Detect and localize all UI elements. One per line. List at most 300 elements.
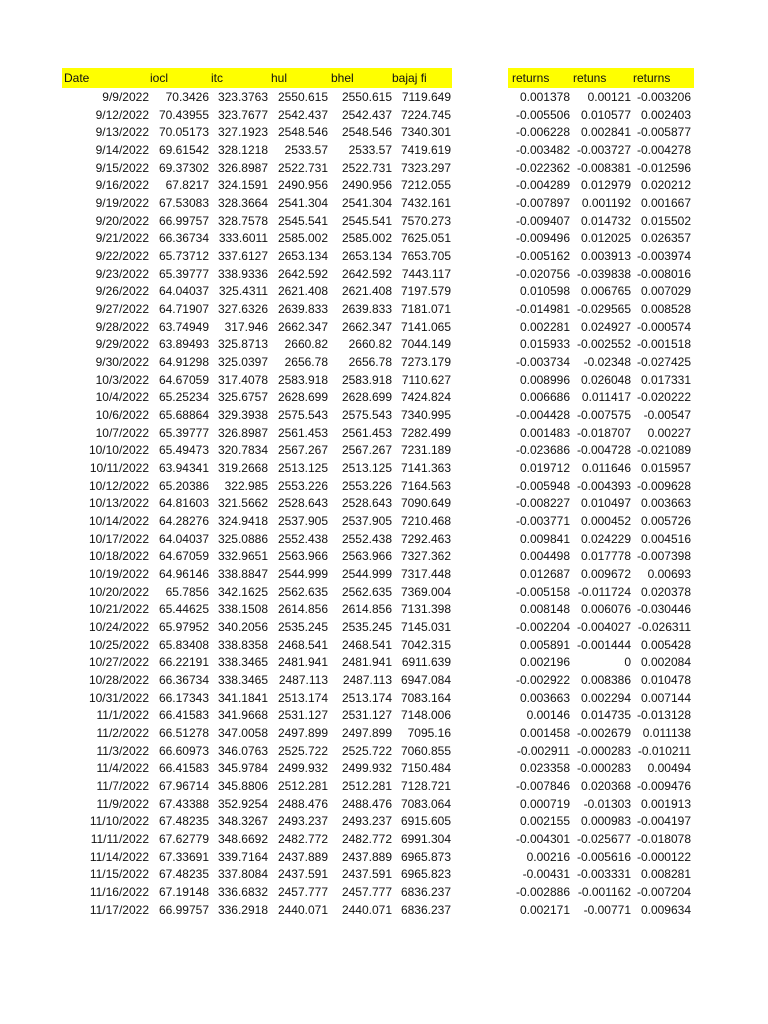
returns-2-cell: 0.012025 <box>580 231 631 246</box>
returns-2-cell: 0.026048 <box>580 372 631 387</box>
bajaj-fi-cell: 6915.605 <box>400 814 451 829</box>
returns-2-cell: 0.002841 <box>580 125 631 140</box>
bajaj-fi-cell: 7292.463 <box>400 531 451 546</box>
header-date: Date <box>64 71 90 85</box>
table-row <box>0 724 768 742</box>
returns-2-cell: 0.014735 <box>580 708 631 723</box>
returns-1-cell: -0.00431 <box>522 867 570 882</box>
bajaj-fi-cell: 7419.619 <box>400 143 451 157</box>
returns-3-cell: 0.007144 <box>640 690 691 705</box>
itc-cell: 348.3267 <box>217 814 268 829</box>
header-returns-1: returns <box>512 71 550 85</box>
bhel-cell: 2553.226 <box>341 478 392 493</box>
hul-cell: 2542.437 <box>277 107 328 122</box>
itc-cell: 336.2918 <box>217 902 268 917</box>
returns-1-cell: -0.009496 <box>515 231 570 246</box>
table-row <box>0 742 768 760</box>
bajaj-fi-cell: 7231.189 <box>400 443 451 458</box>
bajaj-fi-cell: 7197.579 <box>400 284 451 299</box>
itc-cell: 328.1218 <box>217 143 268 157</box>
date-cell: 9/29/2022 <box>95 337 149 352</box>
iocl-cell: 65.44625 <box>158 602 209 617</box>
returns-2-cell: -0.02348 <box>583 355 631 370</box>
date-cell: 10/25/2022 <box>88 637 149 652</box>
date-cell: 11/16/2022 <box>89 885 149 900</box>
date-cell: 11/10/2022 <box>89 814 149 829</box>
returns-1-cell: 0.005891 <box>519 637 570 652</box>
bajaj-fi-cell: 7083.164 <box>400 690 451 705</box>
date-cell: 9/13/2022 <box>95 125 149 140</box>
iocl-cell: 66.17343 <box>158 690 209 705</box>
returns-2-cell: 0.003913 <box>580 249 631 264</box>
iocl-cell: 64.67059 <box>158 372 209 387</box>
table-row <box>0 865 768 883</box>
returns-1-cell: -0.002911 <box>516 743 570 758</box>
table-row <box>0 335 768 353</box>
returns-2-cell: -0.002679 <box>576 726 631 741</box>
returns-1-cell: -0.022362 <box>515 160 570 175</box>
returns-1-cell: 0.002196 <box>519 655 570 670</box>
itc-cell: 345.9784 <box>217 761 268 776</box>
table-row <box>0 494 768 512</box>
bajaj-fi-cell: 7317.448 <box>400 567 451 582</box>
header-itc: itc <box>211 71 223 85</box>
bhel-cell: 2653.134 <box>341 249 392 264</box>
date-cell: 10/3/2022 <box>95 372 149 387</box>
returns-1-cell: -0.004301 <box>515 832 570 847</box>
date-cell: 10/31/2022 <box>88 690 149 705</box>
bhel-cell: 2437.591 <box>341 867 392 882</box>
returns-1-cell: 0.001458 <box>519 726 570 741</box>
returns-3-cell: -0.001518 <box>636 337 691 352</box>
itc-cell: 337.8084 <box>217 867 268 882</box>
hul-cell: 2535.245 <box>277 620 328 635</box>
bajaj-fi-cell: 7128.721 <box>400 779 451 794</box>
bajaj-fi-cell: 7083.064 <box>400 796 451 811</box>
table-row <box>0 600 768 618</box>
hul-cell: 2544.999 <box>277 567 328 582</box>
itc-cell: 338.3465 <box>217 655 268 670</box>
returns-3-cell: 0.00693 <box>647 567 691 582</box>
returns-1-cell: -0.007846 <box>515 779 570 794</box>
iocl-cell: 65.73712 <box>158 249 209 264</box>
table-row <box>0 212 768 230</box>
returns-2-cell: 0.024229 <box>580 531 631 546</box>
date-cell: 10/19/2022 <box>88 567 149 582</box>
hul-cell: 2575.543 <box>277 408 328 423</box>
itc-cell: 321.5662 <box>217 496 268 511</box>
returns-3-cell: -0.007204 <box>636 885 691 900</box>
bhel-cell: 2639.833 <box>341 302 392 317</box>
itc-cell: 325.8713 <box>217 337 268 352</box>
bhel-cell: 2660.82 <box>348 337 392 352</box>
returns-1-cell: 0.010598 <box>519 284 570 299</box>
bajaj-fi-cell: 7625.051 <box>400 231 451 246</box>
returns-1-cell: 0.004498 <box>519 549 570 564</box>
returns-3-cell: 0.026357 <box>640 231 691 246</box>
bhel-cell: 2552.438 <box>341 531 392 546</box>
bhel-cell: 2550.615 <box>341 90 392 104</box>
table-row <box>0 583 768 601</box>
hul-cell: 2437.591 <box>277 867 328 882</box>
date-cell: 10/12/2022 <box>88 478 149 493</box>
bajaj-fi-cell: 7210.468 <box>400 514 451 529</box>
returns-3-cell: -0.026311 <box>637 620 691 635</box>
returns-3-cell: 0.017331 <box>640 372 691 387</box>
date-cell: 9/20/2022 <box>95 213 149 228</box>
bhel-cell: 2488.476 <box>341 796 392 811</box>
returns-3-cell: 0.011138 <box>642 726 691 741</box>
date-cell: 10/20/2022 <box>88 584 149 599</box>
hul-cell: 2545.541 <box>277 213 328 228</box>
bajaj-fi-cell: 7090.649 <box>400 496 451 511</box>
itc-cell: 324.1591 <box>217 178 268 193</box>
bhel-cell: 2490.956 <box>341 178 392 193</box>
bajaj-fi-cell: 7141.363 <box>400 461 451 476</box>
date-cell: 9/23/2022 <box>95 266 149 281</box>
returns-3-cell: -0.005877 <box>636 125 691 140</box>
hul-cell: 2437.889 <box>277 849 328 864</box>
hul-cell: 2553.226 <box>277 478 328 493</box>
returns-1-cell: 0.008996 <box>519 372 570 387</box>
hul-cell: 2541.304 <box>277 196 328 211</box>
itc-cell: 325.0886 <box>217 531 268 546</box>
returns-3-cell: -0.004278 <box>636 143 691 157</box>
returns-3-cell: -0.003974 <box>636 249 691 264</box>
header-returns-2: retuns <box>573 71 607 85</box>
iocl-cell: 66.99757 <box>158 902 209 917</box>
itc-cell: 337.6127 <box>217 249 268 264</box>
itc-cell: 348.6692 <box>217 832 268 847</box>
returns-2-cell: -0.004393 <box>576 478 631 493</box>
hul-cell: 2512.281 <box>277 779 328 794</box>
table-row <box>0 441 768 459</box>
table-row <box>0 706 768 724</box>
iocl-cell: 65.39777 <box>158 266 209 281</box>
bajaj-fi-cell: 7570.273 <box>400 213 451 228</box>
iocl-cell: 63.94341 <box>158 461 209 476</box>
bhel-cell: 2512.281 <box>341 779 392 794</box>
table-row <box>0 282 768 300</box>
itc-cell: 345.8806 <box>217 779 268 794</box>
returns-1-cell: 0.008148 <box>519 602 570 617</box>
returns-2-cell: 0.006765 <box>580 284 631 299</box>
returns-2-cell: -0.005616 <box>576 849 631 864</box>
iocl-cell: 65.97952 <box>158 620 209 635</box>
returns-1-cell: 0.012687 <box>519 567 570 582</box>
table-row <box>0 353 768 371</box>
date-cell: 10/14/2022 <box>88 514 149 529</box>
bajaj-fi-cell: 7150.484 <box>400 761 451 776</box>
bhel-cell: 2567.267 <box>341 443 392 458</box>
iocl-cell: 63.89493 <box>158 337 209 352</box>
itc-cell: 347.0058 <box>217 726 268 741</box>
returns-3-cell: 0.003663 <box>640 496 691 511</box>
bhel-cell: 2583.918 <box>341 372 392 387</box>
date-cell: 11/3/2022 <box>96 743 149 758</box>
returns-3-cell: 0.005726 <box>640 514 691 529</box>
date-cell: 9/14/2022 <box>95 143 149 157</box>
table-row <box>0 795 768 813</box>
iocl-cell: 66.36734 <box>158 673 209 688</box>
returns-2-cell: 0.000452 <box>580 514 631 529</box>
iocl-cell: 66.36734 <box>158 231 209 246</box>
date-cell: 10/4/2022 <box>95 390 149 405</box>
table-row <box>0 194 768 212</box>
iocl-cell: 64.71907 <box>158 302 209 317</box>
date-cell: 10/28/2022 <box>88 673 149 688</box>
returns-2-cell: 0.008386 <box>580 673 631 688</box>
returns-2-cell: 0.010577 <box>580 107 631 122</box>
header-bajaj-fi: bajaj fi <box>392 71 427 85</box>
iocl-cell: 64.28276 <box>158 514 209 529</box>
bhel-cell: 2533.57 <box>348 143 392 157</box>
returns-2-cell: 0.014732 <box>580 213 631 228</box>
itc-cell: 333.6011 <box>218 231 268 246</box>
bhel-cell: 2513.125 <box>341 461 392 476</box>
returns-2-cell: 0.00121 <box>587 90 631 104</box>
itc-cell: 322.985 <box>224 478 268 493</box>
bhel-cell: 2481.941 <box>341 655 392 670</box>
iocl-cell: 66.41583 <box>158 708 209 723</box>
hul-cell: 2537.905 <box>277 514 328 529</box>
iocl-cell: 66.22191 <box>158 655 209 670</box>
date-cell: 11/11/2022 <box>90 832 149 847</box>
bajaj-fi-cell: 7044.149 <box>400 337 451 352</box>
itc-cell: 317.4078 <box>217 372 268 387</box>
table-row <box>0 848 768 866</box>
table-row <box>0 883 768 901</box>
returns-1-cell: -0.003771 <box>515 514 570 529</box>
date-cell: 10/6/2022 <box>95 408 149 423</box>
date-cell: 9/22/2022 <box>95 249 149 264</box>
returns-3-cell: 0.008281 <box>640 867 691 882</box>
hul-cell: 2552.438 <box>277 531 328 546</box>
hul-cell: 2482.772 <box>277 832 328 847</box>
table-row <box>0 229 768 247</box>
date-cell: 10/7/2022 <box>95 425 149 440</box>
returns-3-cell: 0.00227 <box>647 425 691 440</box>
returns-3-cell: -0.027425 <box>636 355 691 370</box>
returns-1-cell: 0.002155 <box>519 814 570 829</box>
bhel-cell: 2513.174 <box>341 690 392 705</box>
returns-2-cell: 0.009672 <box>580 567 631 582</box>
hul-cell: 2497.899 <box>277 726 328 741</box>
returns-3-cell: -0.013128 <box>636 708 691 723</box>
itc-cell: 323.7677 <box>217 107 268 122</box>
bajaj-fi-cell: 7340.995 <box>400 408 451 423</box>
iocl-cell: 66.60973 <box>158 743 209 758</box>
hul-cell: 2440.071 <box>277 902 328 917</box>
table-row <box>0 565 768 583</box>
returns-3-cell: -0.012596 <box>636 160 691 175</box>
itc-cell: 338.3465 <box>217 673 268 688</box>
returns-3-cell: -0.00547 <box>643 408 691 423</box>
returns-1-cell: -0.002204 <box>515 620 570 635</box>
date-cell: 10/10/2022 <box>88 443 149 458</box>
returns-1-cell: 0.00146 <box>526 708 570 723</box>
iocl-cell: 67.43388 <box>158 796 209 811</box>
itc-cell: 320.7834 <box>217 443 268 458</box>
table-row <box>0 388 768 406</box>
hul-cell: 2550.615 <box>277 90 328 104</box>
returns-2-cell: -0.018707 <box>576 425 631 440</box>
returns-1-cell: 0.001483 <box>519 425 570 440</box>
itc-cell: 325.0397 <box>217 355 268 370</box>
hul-cell: 2562.635 <box>277 584 328 599</box>
itc-cell: 338.8358 <box>217 637 268 652</box>
returns-2-cell: -0.004728 <box>576 443 631 458</box>
bhel-cell: 2535.245 <box>341 620 392 635</box>
iocl-cell: 67.33691 <box>158 849 209 864</box>
table-row <box>0 176 768 194</box>
bhel-cell: 2562.635 <box>341 584 392 599</box>
hul-cell: 2585.002 <box>277 231 328 246</box>
date-cell: 9/12/2022 <box>95 107 149 122</box>
date-cell: 9/9/2022 <box>102 90 149 104</box>
hul-cell: 2660.82 <box>284 337 328 352</box>
returns-3-cell: -0.008016 <box>636 266 691 281</box>
bhel-cell: 2541.304 <box>341 196 392 211</box>
bajaj-fi-cell: 7095.16 <box>407 726 451 741</box>
date-cell: 11/4/2022 <box>96 761 149 776</box>
date-cell: 10/24/2022 <box>88 620 149 635</box>
bajaj-fi-cell: 7131.398 <box>400 602 451 617</box>
bhel-cell: 2525.722 <box>341 743 392 758</box>
returns-1-cell: 0.015933 <box>519 337 570 352</box>
returns-2-cell: 0.020368 <box>580 779 631 794</box>
bajaj-fi-cell: 7424.824 <box>400 390 451 405</box>
returns-2-cell: -0.000283 <box>576 743 631 758</box>
returns-2-cell: 0.024927 <box>580 319 631 334</box>
iocl-cell: 65.7856 <box>165 584 209 599</box>
returns-2-cell: -0.00771 <box>583 902 631 917</box>
itc-cell: 341.9668 <box>217 708 268 723</box>
hul-cell: 2522.731 <box>277 160 328 175</box>
date-cell: 11/15/2022 <box>89 867 149 882</box>
returns-3-cell: -0.018078 <box>636 832 691 847</box>
iocl-cell: 64.67059 <box>158 549 209 564</box>
table-row <box>0 636 768 654</box>
header-bhel: bhel <box>331 71 354 85</box>
returns-1-cell: 0.019712 <box>519 461 570 476</box>
bhel-cell: 2585.002 <box>341 231 392 246</box>
hul-cell: 2614.856 <box>277 602 328 617</box>
itc-cell: 329.3938 <box>217 408 268 423</box>
returns-2-cell: 0.006076 <box>580 602 631 617</box>
date-cell: 11/14/2022 <box>89 849 149 864</box>
returns-1-cell: -0.003482 <box>515 143 570 157</box>
iocl-cell: 70.05173 <box>158 125 209 140</box>
returns-1-cell: -0.023686 <box>515 443 570 458</box>
bhel-cell: 2561.453 <box>341 425 392 440</box>
hul-cell: 2487.113 <box>278 673 328 688</box>
returns-3-cell: 0.020212 <box>640 178 691 193</box>
returns-1-cell: 0.001378 <box>519 90 570 104</box>
itc-cell: 340.2056 <box>217 620 268 635</box>
hul-cell: 2499.932 <box>277 761 328 776</box>
hul-cell: 2639.833 <box>277 302 328 317</box>
returns-2-cell: -0.004027 <box>576 620 631 635</box>
hul-cell: 2642.592 <box>277 266 328 281</box>
date-cell: 10/18/2022 <box>88 549 149 564</box>
returns-3-cell: -0.009628 <box>636 478 691 493</box>
returns-1-cell: 0.002281 <box>519 319 570 334</box>
iocl-cell: 70.43955 <box>158 107 209 122</box>
table-row <box>0 318 768 336</box>
returns-3-cell: -0.000122 <box>636 849 691 864</box>
date-cell: 11/17/2022 <box>89 902 149 917</box>
hul-cell: 2662.347 <box>277 319 328 334</box>
bhel-cell: 2614.856 <box>341 602 392 617</box>
returns-2-cell: -0.002552 <box>576 337 631 352</box>
bajaj-fi-cell: 6947.084 <box>400 673 451 688</box>
table-row <box>0 371 768 389</box>
returns-3-cell: 0.015502 <box>640 213 691 228</box>
hul-cell: 2628.699 <box>277 390 328 405</box>
returns-3-cell: 0.004516 <box>640 531 691 546</box>
table-row <box>0 530 768 548</box>
iocl-cell: 67.96714 <box>158 779 209 794</box>
iocl-cell: 63.74949 <box>158 319 209 334</box>
returns-1-cell: -0.002886 <box>515 885 570 900</box>
date-cell: 9/27/2022 <box>95 302 149 317</box>
bajaj-fi-cell: 6836.237 <box>400 885 451 900</box>
table-row <box>0 512 768 530</box>
bhel-cell: 2487.113 <box>342 673 392 688</box>
bhel-cell: 2548.546 <box>341 125 392 140</box>
returns-3-cell: 0.008528 <box>640 302 691 317</box>
bhel-cell: 2493.237 <box>341 814 392 829</box>
date-cell: 10/13/2022 <box>88 496 149 511</box>
bajaj-fi-cell: 7432.161 <box>400 196 451 211</box>
date-cell: 10/11/2022 <box>89 461 149 476</box>
itc-cell: 339.7164 <box>217 849 268 864</box>
bajaj-fi-cell: 6911.639 <box>401 655 451 670</box>
hul-cell: 2525.722 <box>277 743 328 758</box>
bhel-cell: 2542.437 <box>341 107 392 122</box>
returns-1-cell: -0.004289 <box>515 178 570 193</box>
returns-2-cell: -0.025677 <box>576 832 631 847</box>
bhel-cell: 2545.541 <box>341 213 392 228</box>
bajaj-fi-cell: 7042.315 <box>400 637 451 652</box>
returns-3-cell: -0.004197 <box>636 814 691 829</box>
bajaj-fi-cell: 7110.627 <box>401 372 451 387</box>
table-row <box>0 123 768 141</box>
returns-1-cell: 0.009841 <box>519 531 570 546</box>
hul-cell: 2528.643 <box>277 496 328 511</box>
date-cell: 9/28/2022 <box>95 319 149 334</box>
iocl-cell: 66.99757 <box>158 213 209 228</box>
table-row <box>0 247 768 265</box>
itc-cell: 317.946 <box>224 319 268 334</box>
returns-3-cell: 0.010478 <box>640 673 691 688</box>
table-row <box>0 106 768 124</box>
hul-cell: 2563.966 <box>277 549 328 564</box>
returns-2-cell: 0.011646 <box>581 461 631 476</box>
iocl-cell: 67.53083 <box>158 196 209 211</box>
returns-2-cell: -0.01303 <box>583 796 631 811</box>
iocl-cell: 69.61542 <box>158 143 209 157</box>
bhel-cell: 2528.643 <box>341 496 392 511</box>
date-cell: 9/16/2022 <box>95 178 149 193</box>
returns-2-cell: 0.010497 <box>580 496 631 511</box>
iocl-cell: 67.8217 <box>165 178 209 193</box>
iocl-cell: 64.81603 <box>158 496 209 511</box>
hul-cell: 2488.476 <box>277 796 328 811</box>
header-iocl: iocl <box>150 71 169 85</box>
date-cell: 11/7/2022 <box>96 779 149 794</box>
